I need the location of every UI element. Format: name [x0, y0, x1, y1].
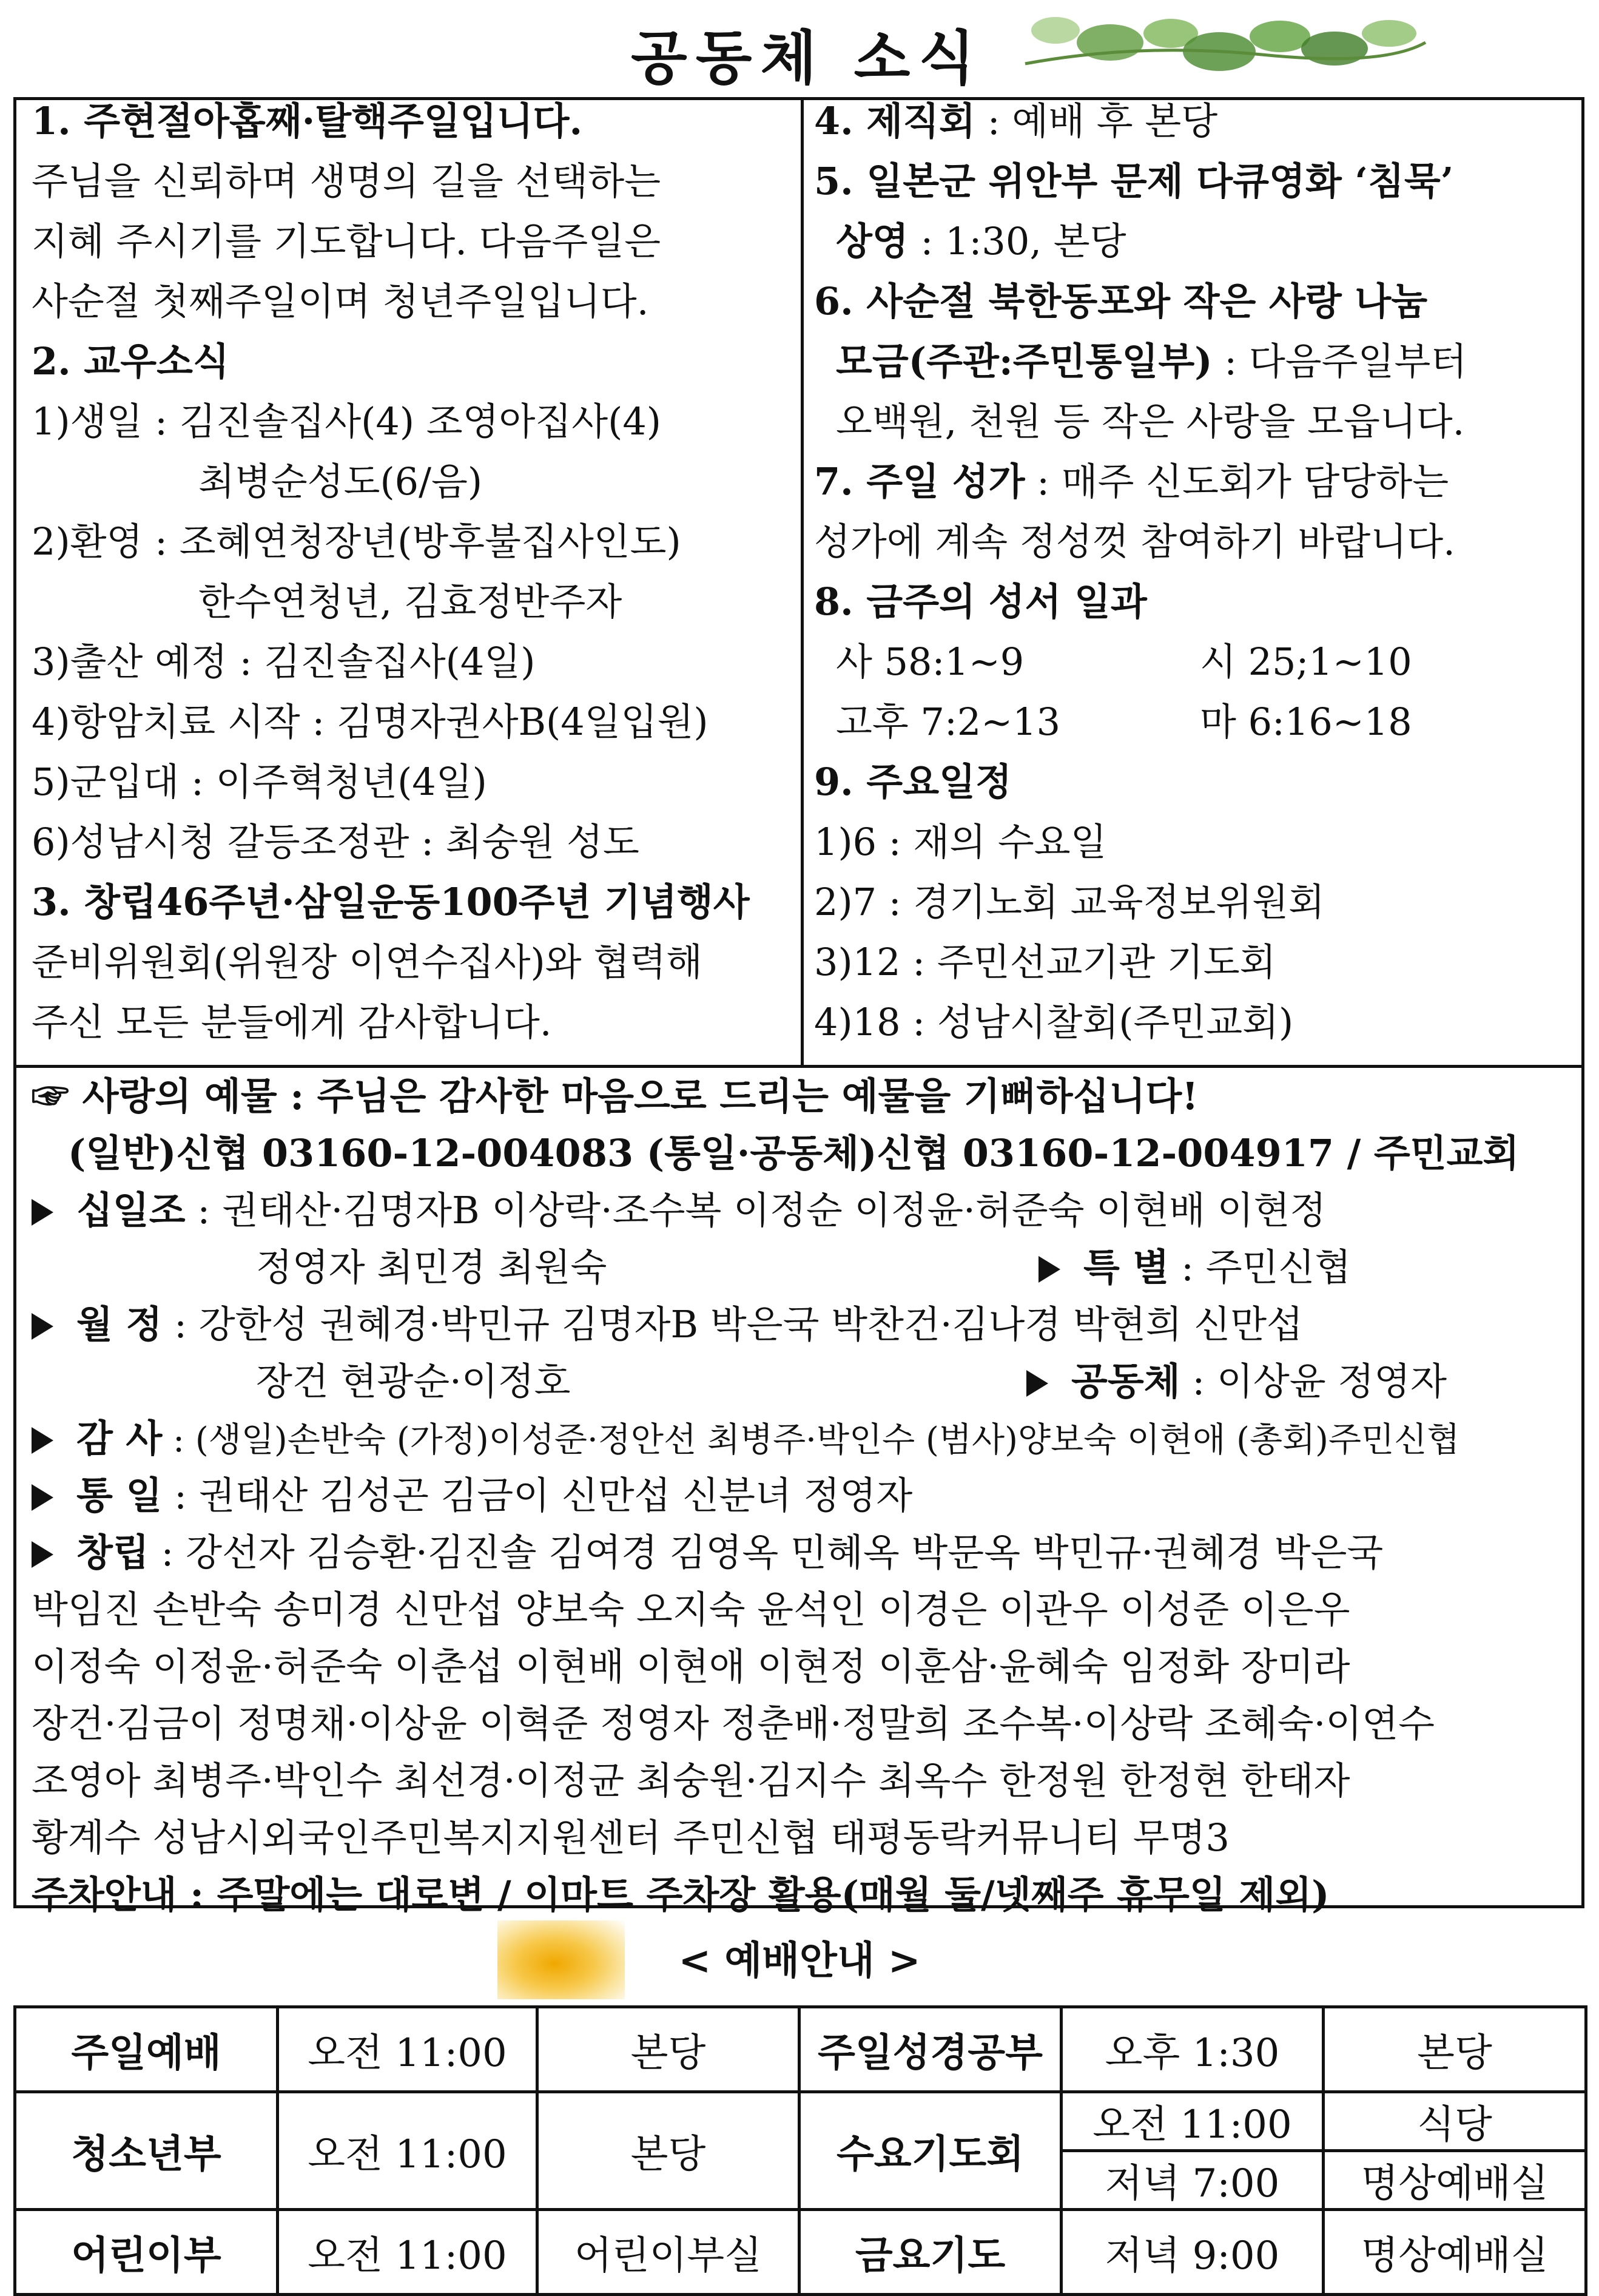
parking-notice: 주차안내 : 주말에는 대로변 / 이마트 주차장 활용(매월 둘/넷째주 휴무일 제외)	[32, 1872, 1330, 1917]
offering-section	[32, 1068, 1572, 1923]
service-name: 금요기도	[800, 2210, 1062, 2295]
offering-row: 정영자 최민경 최원숙 특 별 : 주민신협	[32, 1239, 1572, 1296]
triangle-bullet-icon	[32, 1484, 53, 1511]
news-line: 5)군입대 : 이주혁청년(4일)	[32, 760, 487, 804]
news-item-heading: 상영	[836, 219, 909, 263]
news-line: 주신 모든 분들에게 감사합니다.	[32, 1000, 552, 1044]
news-line: 오백원, 천원 등 작은 사랑을 모읍니다.	[836, 399, 1465, 444]
offering-names-line: 장건·김금이 정명채·이상윤 이혁준 정영자 정춘배·정말희 조수복·이상락 조혜숙·이연수	[32, 1701, 1435, 1746]
news-line: 3)출산 예정 : 김진솔집사(4일)	[32, 640, 536, 684]
scripture-row	[814, 632, 1572, 692]
triangle-bullet-icon	[1026, 1370, 1048, 1397]
service-name: 수요기도회	[800, 2092, 1062, 2210]
news-line: 2)7 : 경기노회 교육정보위원회	[814, 880, 1325, 924]
offering-label: 통 일	[76, 1473, 163, 1518]
offering-names: 주민신협	[1205, 1245, 1352, 1289]
service-place: 명상예배실	[1324, 2210, 1586, 2295]
offering-row-thanks: 감 사 : (생일)손반숙 (가정)이성준·정안선 최병주·박인수 (범사)양보숙 이현애 (총회)주민신협	[32, 1410, 1572, 1467]
service-name: 주일성경공부	[800, 2007, 1062, 2092]
leaves-decoration-icon	[1019, 6, 1432, 79]
news-item-heading: 8. 금주의 성서 일과	[814, 579, 1147, 624]
offering-names: 정영자 최민경 최원숙	[256, 1245, 607, 1289]
service-name: 주일예배	[15, 2007, 278, 2092]
news-item-body: : 다음주일부터	[1212, 339, 1467, 383]
triangle-bullet-icon	[32, 1199, 53, 1226]
news-item-heading: 4. 제직회	[814, 99, 975, 143]
news-item-heading: 모금(주관:주민통일부)	[836, 339, 1213, 383]
news-item-body: : 매주 신도회가 담당하는	[1025, 459, 1449, 504]
service-time: 저녁 9:00	[1062, 2210, 1324, 2295]
news-line: 4)18 : 성남시찰회(주민교회)	[814, 1000, 1294, 1044]
service-time: 오전 11:00	[1062, 2092, 1324, 2151]
worship-table	[13, 2005, 1587, 2296]
news-left-column	[32, 91, 790, 1052]
offering-names: 권태산·김명자B 이상락·조수복 이정순 이정윤·허준숙 이현배 이현정	[222, 1188, 1327, 1232]
service-place: 본당	[1324, 2007, 1586, 2092]
worship-title: < 예배안내 >	[678, 1938, 921, 1984]
offering-heading: ☞ 사랑의 예물 : 주님은 감사한 마음으로 드리는 예물을 기뻐하십니다!	[32, 1074, 1199, 1118]
news-right-column	[814, 91, 1572, 1052]
service-place: 식당	[1324, 2092, 1586, 2151]
offering-label: 십일조	[76, 1188, 186, 1232]
news-item-heading: 7. 주일 성가	[814, 459, 1025, 504]
news-item-body: : 예배 후 본당	[975, 99, 1218, 143]
offering-names: 강선자 김승환·김진솔 김여경 김영옥 민혜옥 박문옥 박민규·권혜경 박은국	[186, 1530, 1384, 1575]
triangle-bullet-icon	[1039, 1256, 1060, 1283]
service-name: 청소년부	[15, 2092, 278, 2210]
service-time: 오전 11:00	[278, 2007, 537, 2092]
offering-names: 이상윤 정영자	[1217, 1359, 1447, 1403]
news-line-mixed	[814, 211, 1572, 271]
offering-label: 공동체	[1071, 1359, 1180, 1403]
service-place: 본당	[537, 2007, 800, 2092]
offering-names: 장건 현광순·이정호	[256, 1359, 571, 1403]
news-line: 준비위원회(위원장 이연수집사)와 협력해	[32, 940, 702, 984]
news-line: 주님을 신뢰하며 생명의 길을 선택하는	[32, 159, 661, 203]
news-item-heading: 2. 교우소식	[32, 339, 229, 383]
triangle-bullet-icon	[32, 1541, 53, 1568]
offering-names-line: 박임진 손반숙 송미경 신만섭 양보숙 오지숙 윤석인 이경은 이관우 이성준 이은우	[32, 1587, 1350, 1632]
table-row	[15, 2210, 1586, 2295]
service-place: 어린이부실	[537, 2210, 800, 2295]
news-line: 한수연청년, 김효정반주자	[198, 579, 622, 624]
table-row	[15, 2007, 1586, 2092]
offering-names-line: 이정숙 이정윤·허준숙 이춘섭 이현배 이현애 이현정 이훈삼·윤혜숙 임정화 장미라	[32, 1644, 1350, 1689]
offering-row-monthly: 월 정 : 강한성 권혜경·박민규 김명자B 박은국 박찬건·김나경 박현희 신만섭	[32, 1296, 1572, 1353]
offering-names-line: 조영아 최병주·박인수 최선경·이정균 최숭원·김지수 최옥수 한정원 한정현 한태자	[32, 1758, 1350, 1803]
offering-label: 창립	[76, 1530, 149, 1575]
offering-row: 장건 현광순·이정호 공동체 : 이상윤 정영자	[32, 1353, 1572, 1410]
offering-names: (생일)손반숙 (가정)이성준·정안선 최병주·박인수 (범사)양보숙 이현애 (총회)주민신협	[195, 1420, 1460, 1460]
scripture-row	[814, 692, 1572, 752]
scripture-reading: 고후 7:2~13	[836, 700, 1061, 744]
service-time: 오후 1:30	[1062, 2007, 1324, 2092]
news-line: 1)6 : 재의 수요일	[814, 820, 1107, 864]
service-place: 본당	[537, 2092, 800, 2210]
offering-names: 권태산 김성곤 김금이 신만섭 신분녀 정영자	[198, 1473, 913, 1518]
news-line: 4)항암치료 시작 : 김명자권사B(4일입원)	[32, 700, 709, 744]
triangle-bullet-icon	[32, 1427, 53, 1454]
offering-label: 월 정	[76, 1302, 163, 1346]
news-line: 1)생일 : 김진솔집사(4) 조영아집사(4)	[32, 399, 661, 444]
service-time: 저녁 7:00	[1062, 2151, 1324, 2210]
news-line: 성가에 계속 정성껏 참여하기 바랍니다.	[814, 519, 1455, 564]
table-row	[15, 2092, 1586, 2151]
offering-label: 특 별	[1083, 1245, 1170, 1289]
news-line-mixed	[814, 331, 1572, 391]
news-line: 지혜 주시기를 기도합니다. 다음주일은	[32, 219, 661, 263]
news-item-heading: 1. 주현절아홉째·탈핵주일입니다.	[32, 99, 583, 143]
offering-label: 감 사	[76, 1416, 163, 1460]
news-line-mixed	[814, 91, 1572, 151]
news-line: 사순절 첫째주일이며 청년주일입니다.	[32, 279, 649, 323]
news-line-mixed	[814, 451, 1572, 512]
bank-accounts: (일반)신협 03160-12-004083 (통일·공동체)신협 03160-12-004917 / 주민교회	[68, 1131, 1520, 1175]
news-line: 2)환영 : 조혜연청장년(방후불집사인도)	[32, 519, 681, 564]
news-line: 6)성남시청 갈등조정관 : 최숭원 성도	[32, 820, 639, 864]
scripture-reading: 사 58:1~9	[836, 640, 1025, 684]
news-item-heading: 9. 주요일정	[814, 760, 1012, 804]
offering-row-founding: 창립 : 강선자 김승환·김진솔 김여경 김영옥 민혜옥 박문옥 박민규·권혜경 박은국	[32, 1524, 1572, 1581]
service-time: 오전 11:00	[278, 2092, 537, 2210]
service-time: 오전 11:00	[278, 2210, 537, 2295]
news-item-body: : 1:30, 본당	[908, 219, 1126, 263]
news-item-heading: 6. 사순절 북한동포와 작은 사랑 나눔	[814, 279, 1428, 323]
service-name: 어린이부	[15, 2210, 278, 2295]
page-title: 공동체 소식	[631, 24, 984, 92]
news-line: 3)12 : 주민선교기관 기도회	[814, 940, 1276, 984]
offering-row-unity: 통 일 : 권태산 김성곤 김금이 신만섭 신분녀 정영자	[32, 1467, 1572, 1524]
news-item-heading: 5. 일본군 위안부 문제 다큐영화 ‘침묵’	[814, 159, 1454, 203]
offering-names-line: 황계수 성남시외국인주민복지지원센터 주민신협 태평동락커뮤니티 무명3	[32, 1815, 1230, 1860]
offering-row-tithe: 십일조 : 권태산·김명자B 이상락·조수복 이정순 이정윤·허준숙 이현배 이현정	[32, 1182, 1572, 1239]
scripture-reading: 시 25;1~10	[1200, 640, 1412, 684]
offering-names: 강한성 권혜경·박민규 김명자B 박은국 박찬건·김나경 박현희 신만섭	[198, 1302, 1303, 1346]
scripture-reading: 마 6:16~18	[1200, 700, 1412, 744]
news-item-heading: 3. 창립46주년·삼일운동100주년 기념행사	[32, 880, 750, 924]
service-place: 명상예배실	[1324, 2151, 1586, 2210]
column-divider	[801, 97, 804, 1068]
triangle-bullet-icon	[32, 1313, 53, 1340]
news-line: 최병순성도(6/음)	[198, 459, 483, 504]
